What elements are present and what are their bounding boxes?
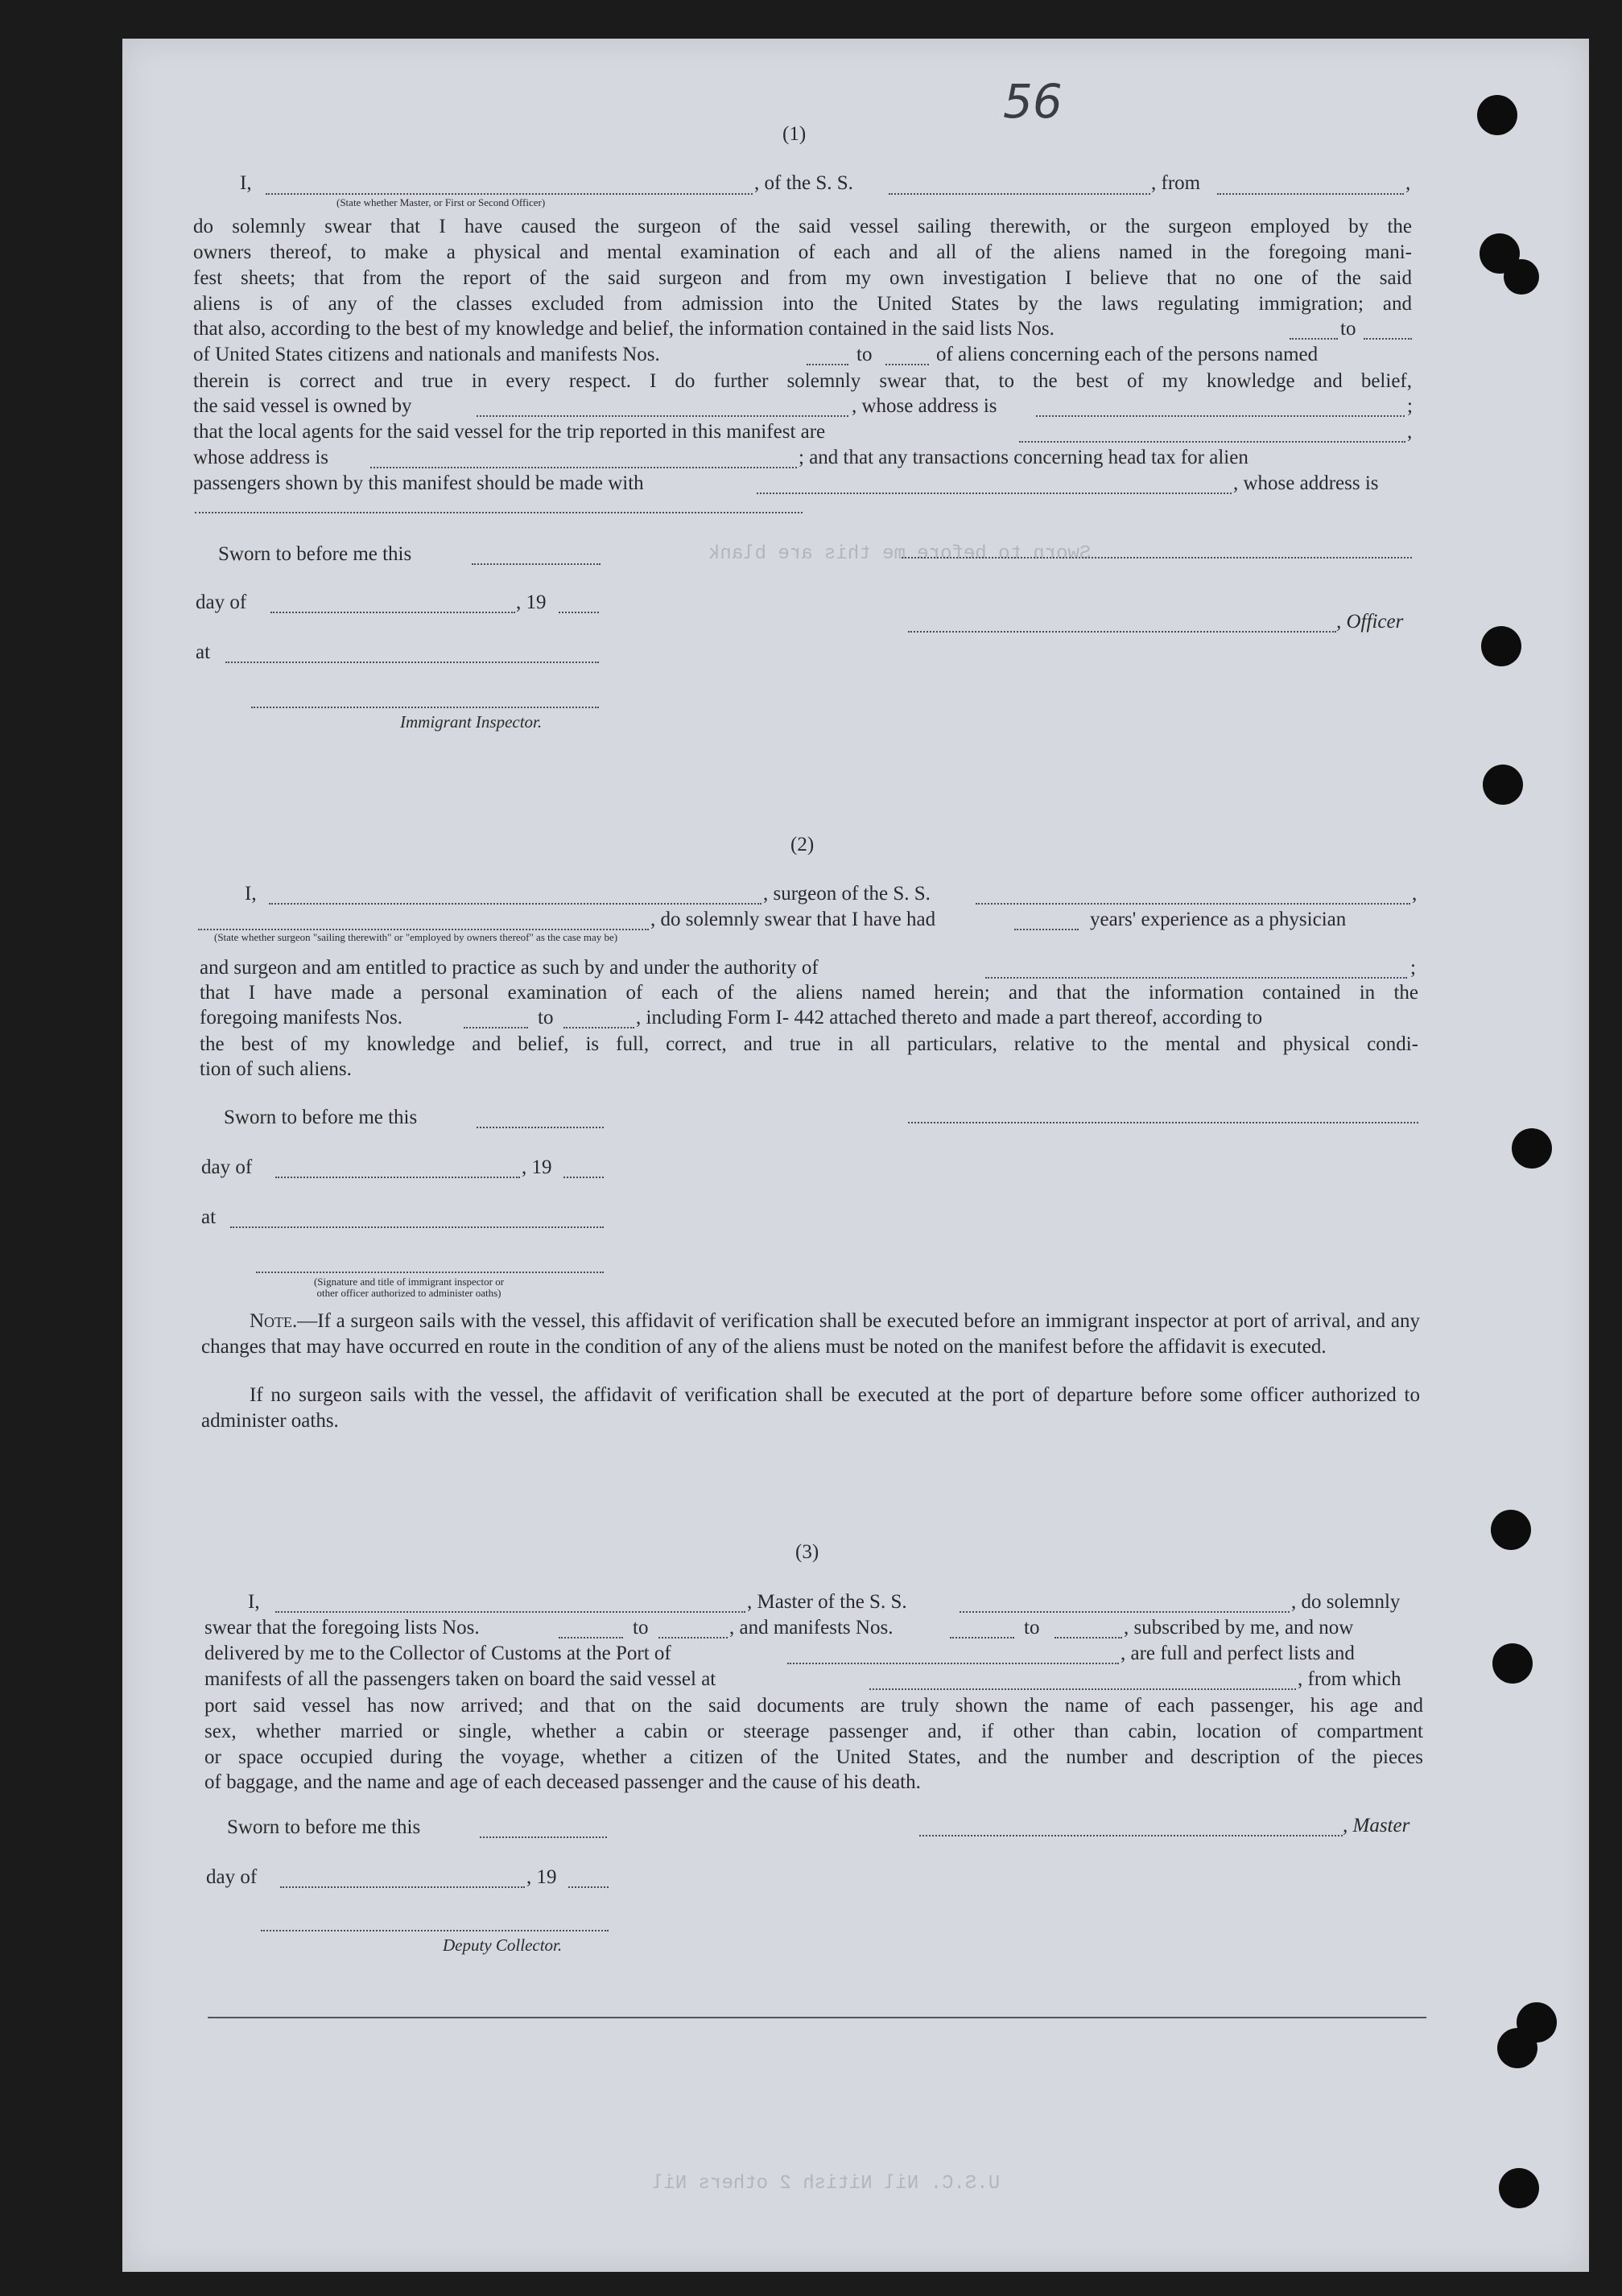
blank-line — [559, 612, 599, 613]
text-line: manifests of all the passengers taken on board the said vessel at — [204, 1668, 716, 1690]
punch-hole — [1512, 1128, 1552, 1169]
blank-line — [807, 364, 848, 365]
note-paragraph: If no surgeon sails with the vessel, the affidavit of verification shall be executed at the port of departure before some officer authorized to administer oaths. — [201, 1384, 1420, 1432]
blank-line — [985, 977, 1407, 979]
blank-line — [477, 415, 848, 417]
text-line: to — [633, 1617, 649, 1639]
text-line: of baggage, and the name and age of each deceased passenger and the cause of his death. — [204, 1771, 921, 1793]
text-line: of aliens concerning each of the persons named — [936, 344, 1319, 365]
blank-line — [1055, 1637, 1122, 1639]
text-line: therein is correct and true in every respect. I do further solemnly swear that, to the best of my knowledge and belief, — [193, 370, 1412, 392]
text-line: or space occupied during the voyage, whether a citizen of the United States, and the number and description of the pieces — [204, 1746, 1423, 1768]
blank-line — [477, 1127, 604, 1128]
blank-line — [198, 929, 649, 930]
section-number: (1) — [782, 123, 807, 145]
blank-line — [269, 903, 761, 905]
reverse-bleed-text: U.S.C. Nil Nitish 2 others Nil — [652, 2173, 1001, 2195]
blank-line — [658, 1637, 728, 1639]
note-heading: Note. — [250, 1310, 298, 1332]
text-line: , subscribed by me, and now — [1124, 1617, 1354, 1639]
bottom-rule — [208, 2017, 1426, 2018]
blank-line — [902, 557, 1412, 559]
text-line: passengers shown by this manifest should be made with — [193, 472, 644, 494]
text-line: and surgeon and am entitled to practice as such by and under the authority of — [200, 957, 819, 979]
text-line: I, — [248, 1591, 260, 1613]
day-of-label: day of — [196, 592, 247, 613]
blank-line — [230, 1226, 604, 1228]
reverse-bleed-text: Sworn to before me this are blank — [708, 543, 1092, 565]
blank-line — [480, 1836, 607, 1838]
master-label: , Master — [1343, 1815, 1410, 1836]
inspector-label: Immigrant Inspector. — [400, 712, 543, 732]
text-line: , from which — [1298, 1668, 1401, 1690]
text-line: swear that the foregoing lists Nos. — [204, 1617, 480, 1639]
signature-line — [908, 1122, 1418, 1123]
text-line: , — [1405, 172, 1411, 194]
text-line: port said vessel has now arrived; and that on the said documents are truly shown the name of each passenger, his age and — [204, 1695, 1423, 1717]
text-line: the best of my knowledge and belief, is full, correct, and true in all particulars, relative to the mental and physical condi- — [200, 1033, 1418, 1055]
punch-hole — [1492, 1643, 1533, 1684]
punch-hole — [1483, 765, 1523, 805]
blank-line — [195, 512, 803, 513]
officer-label: , Officer — [1336, 611, 1404, 633]
text-line: fest sheets; that from the report of the said surgeon and from my own investigation I believe that no one of the said — [193, 267, 1412, 289]
text-line: foregoing manifests Nos. — [200, 1007, 403, 1028]
blank-line — [568, 1886, 609, 1888]
blank-line — [280, 1886, 525, 1888]
blank-line — [976, 903, 1410, 905]
blank-line — [225, 662, 599, 663]
text-line: to — [1024, 1617, 1040, 1639]
sworn-label: Sworn to before me this — [227, 1816, 421, 1838]
section-number: (3) — [795, 1541, 819, 1563]
blank-line — [787, 1663, 1119, 1664]
punch-hole — [1499, 2168, 1539, 2208]
blank-line — [1019, 441, 1405, 443]
text-line: , are full and perfect lists and — [1121, 1643, 1355, 1664]
text-line: , from — [1151, 172, 1201, 194]
text-line: , do solemnly — [1291, 1591, 1401, 1613]
signature-note: (Signature and title of immigrant inspector or — [313, 1276, 505, 1288]
blank-line — [563, 1027, 634, 1028]
field-note: (State whether surgeon "sailing therewith" or "employed by owners thereof" as the case may be) — [214, 931, 618, 943]
text-line: ; and that any transactions concerning head tax for alien — [799, 447, 1248, 468]
text-line: , — [1412, 883, 1418, 905]
text-line: , and manifests Nos. — [729, 1617, 894, 1639]
day-of-label: day of — [206, 1866, 258, 1888]
year-label: , 19 — [526, 1866, 557, 1888]
text-line: , surgeon of the S. S. — [763, 883, 931, 905]
note-text: —If a surgeon sails with the vessel, this affidavit of verification shall be executed before an immigrant inspector at port of arrival, and any changes that may have occurred en route in the condition of any of the aliens must be noted on the manifest before the affidavit is executed. — [201, 1310, 1420, 1358]
text-line: to — [1340, 318, 1356, 340]
signature-line — [251, 707, 599, 708]
sworn-label: Sworn to before me this — [224, 1107, 418, 1128]
year-label: , 19 — [516, 592, 547, 613]
text-line: , of the S. S. — [754, 172, 853, 194]
text-line: that the local agents for the said vessel for the trip reported in this manifest are — [193, 421, 826, 443]
blank-line — [1036, 415, 1405, 417]
text-line: whose address is — [193, 447, 329, 468]
text-line: aliens is of any of the classes excluded from admission into the United States by the laws regulating immigration; and — [193, 293, 1412, 315]
blank-line — [559, 1637, 623, 1639]
blank-line — [757, 493, 1232, 494]
at-label: at — [196, 641, 211, 663]
blank-line — [885, 364, 929, 365]
blank-line — [950, 1637, 1014, 1639]
punch-hole — [1504, 259, 1539, 295]
text-line: , whose address is — [852, 395, 997, 417]
text-line: , including Form I- 442 attached thereto and made a part thereof, according to — [636, 1007, 1263, 1028]
text-line: that also, according to the best of my knowledge and belief, the information contained in the said lists Nos. — [193, 318, 1055, 340]
blank-line — [1364, 338, 1412, 340]
text-line: to — [856, 344, 873, 365]
text-line: sex, whether married or single, whether a cabin or steerage passenger and, if other than cabin, location of compartment — [204, 1721, 1423, 1742]
at-label: at — [201, 1206, 217, 1228]
year-label: , 19 — [522, 1156, 552, 1178]
note-paragraph — [201, 1309, 1420, 1360]
punch-hole — [1481, 626, 1521, 666]
blank-line — [472, 563, 601, 565]
text-line: , — [1407, 421, 1413, 443]
signature-line — [256, 1272, 604, 1273]
signature-line — [919, 1835, 1343, 1836]
blank-line — [275, 1611, 745, 1613]
text-line: , Master of the S. S. — [747, 1591, 907, 1613]
page-number: 56 — [1003, 74, 1063, 129]
blank-line — [270, 612, 515, 613]
punch-hole — [1491, 1510, 1531, 1550]
signature-line — [261, 1930, 609, 1931]
blank-line — [1014, 929, 1079, 930]
blank-line — [370, 467, 797, 468]
blank-line — [464, 1027, 528, 1028]
sworn-label: Sworn to before me this — [218, 543, 412, 565]
punch-hole — [1497, 2028, 1537, 2068]
blank-line — [1290, 338, 1338, 340]
field-note: (State whether Master, or First or Second Officer) — [336, 196, 546, 208]
text-line: delivered by me to the Collector of Customs at the Port of — [204, 1643, 671, 1664]
text-line: of United States citizens and nationals and manifests Nos. — [193, 344, 660, 365]
text-line: to — [538, 1007, 554, 1028]
text-line: , do solemnly swear that I have had — [650, 909, 936, 930]
day-of-label: day of — [201, 1156, 253, 1178]
punch-hole — [1477, 95, 1517, 135]
text-line: , whose address is — [1233, 472, 1379, 494]
text-line: the said vessel is owned by — [193, 395, 412, 417]
text-line: I, — [245, 883, 257, 905]
collector-label: Deputy Collector. — [443, 1935, 563, 1955]
text-line: ; — [1410, 957, 1416, 979]
section-number: (2) — [790, 834, 815, 855]
blank-line — [266, 193, 753, 195]
blank-line — [275, 1177, 520, 1178]
text-line: years' experience as a physician — [1090, 909, 1347, 930]
blank-line — [563, 1177, 604, 1178]
text-line: owners thereof, to make a physical and mental examination of each and all of the aliens named in the foregoing mani- — [193, 241, 1412, 263]
text-line: tion of such aliens. — [200, 1058, 352, 1080]
text-line: ; — [1407, 395, 1413, 417]
blank-line — [1217, 193, 1404, 195]
blank-line — [960, 1611, 1290, 1613]
text-line: do solemnly swear that I have caused the surgeon of the said vessel sailing therewith, or the surgeon employed by the — [193, 216, 1412, 237]
signature-note: other officer authorized to administer oaths) — [316, 1287, 501, 1299]
blank-line — [869, 1688, 1296, 1690]
text-line: that I have made a personal examination of each of the aliens named herein; and that the information contained in the — [200, 982, 1418, 1004]
text-line: I, — [240, 172, 252, 194]
signature-line — [908, 631, 1336, 633]
blank-line — [889, 193, 1150, 195]
